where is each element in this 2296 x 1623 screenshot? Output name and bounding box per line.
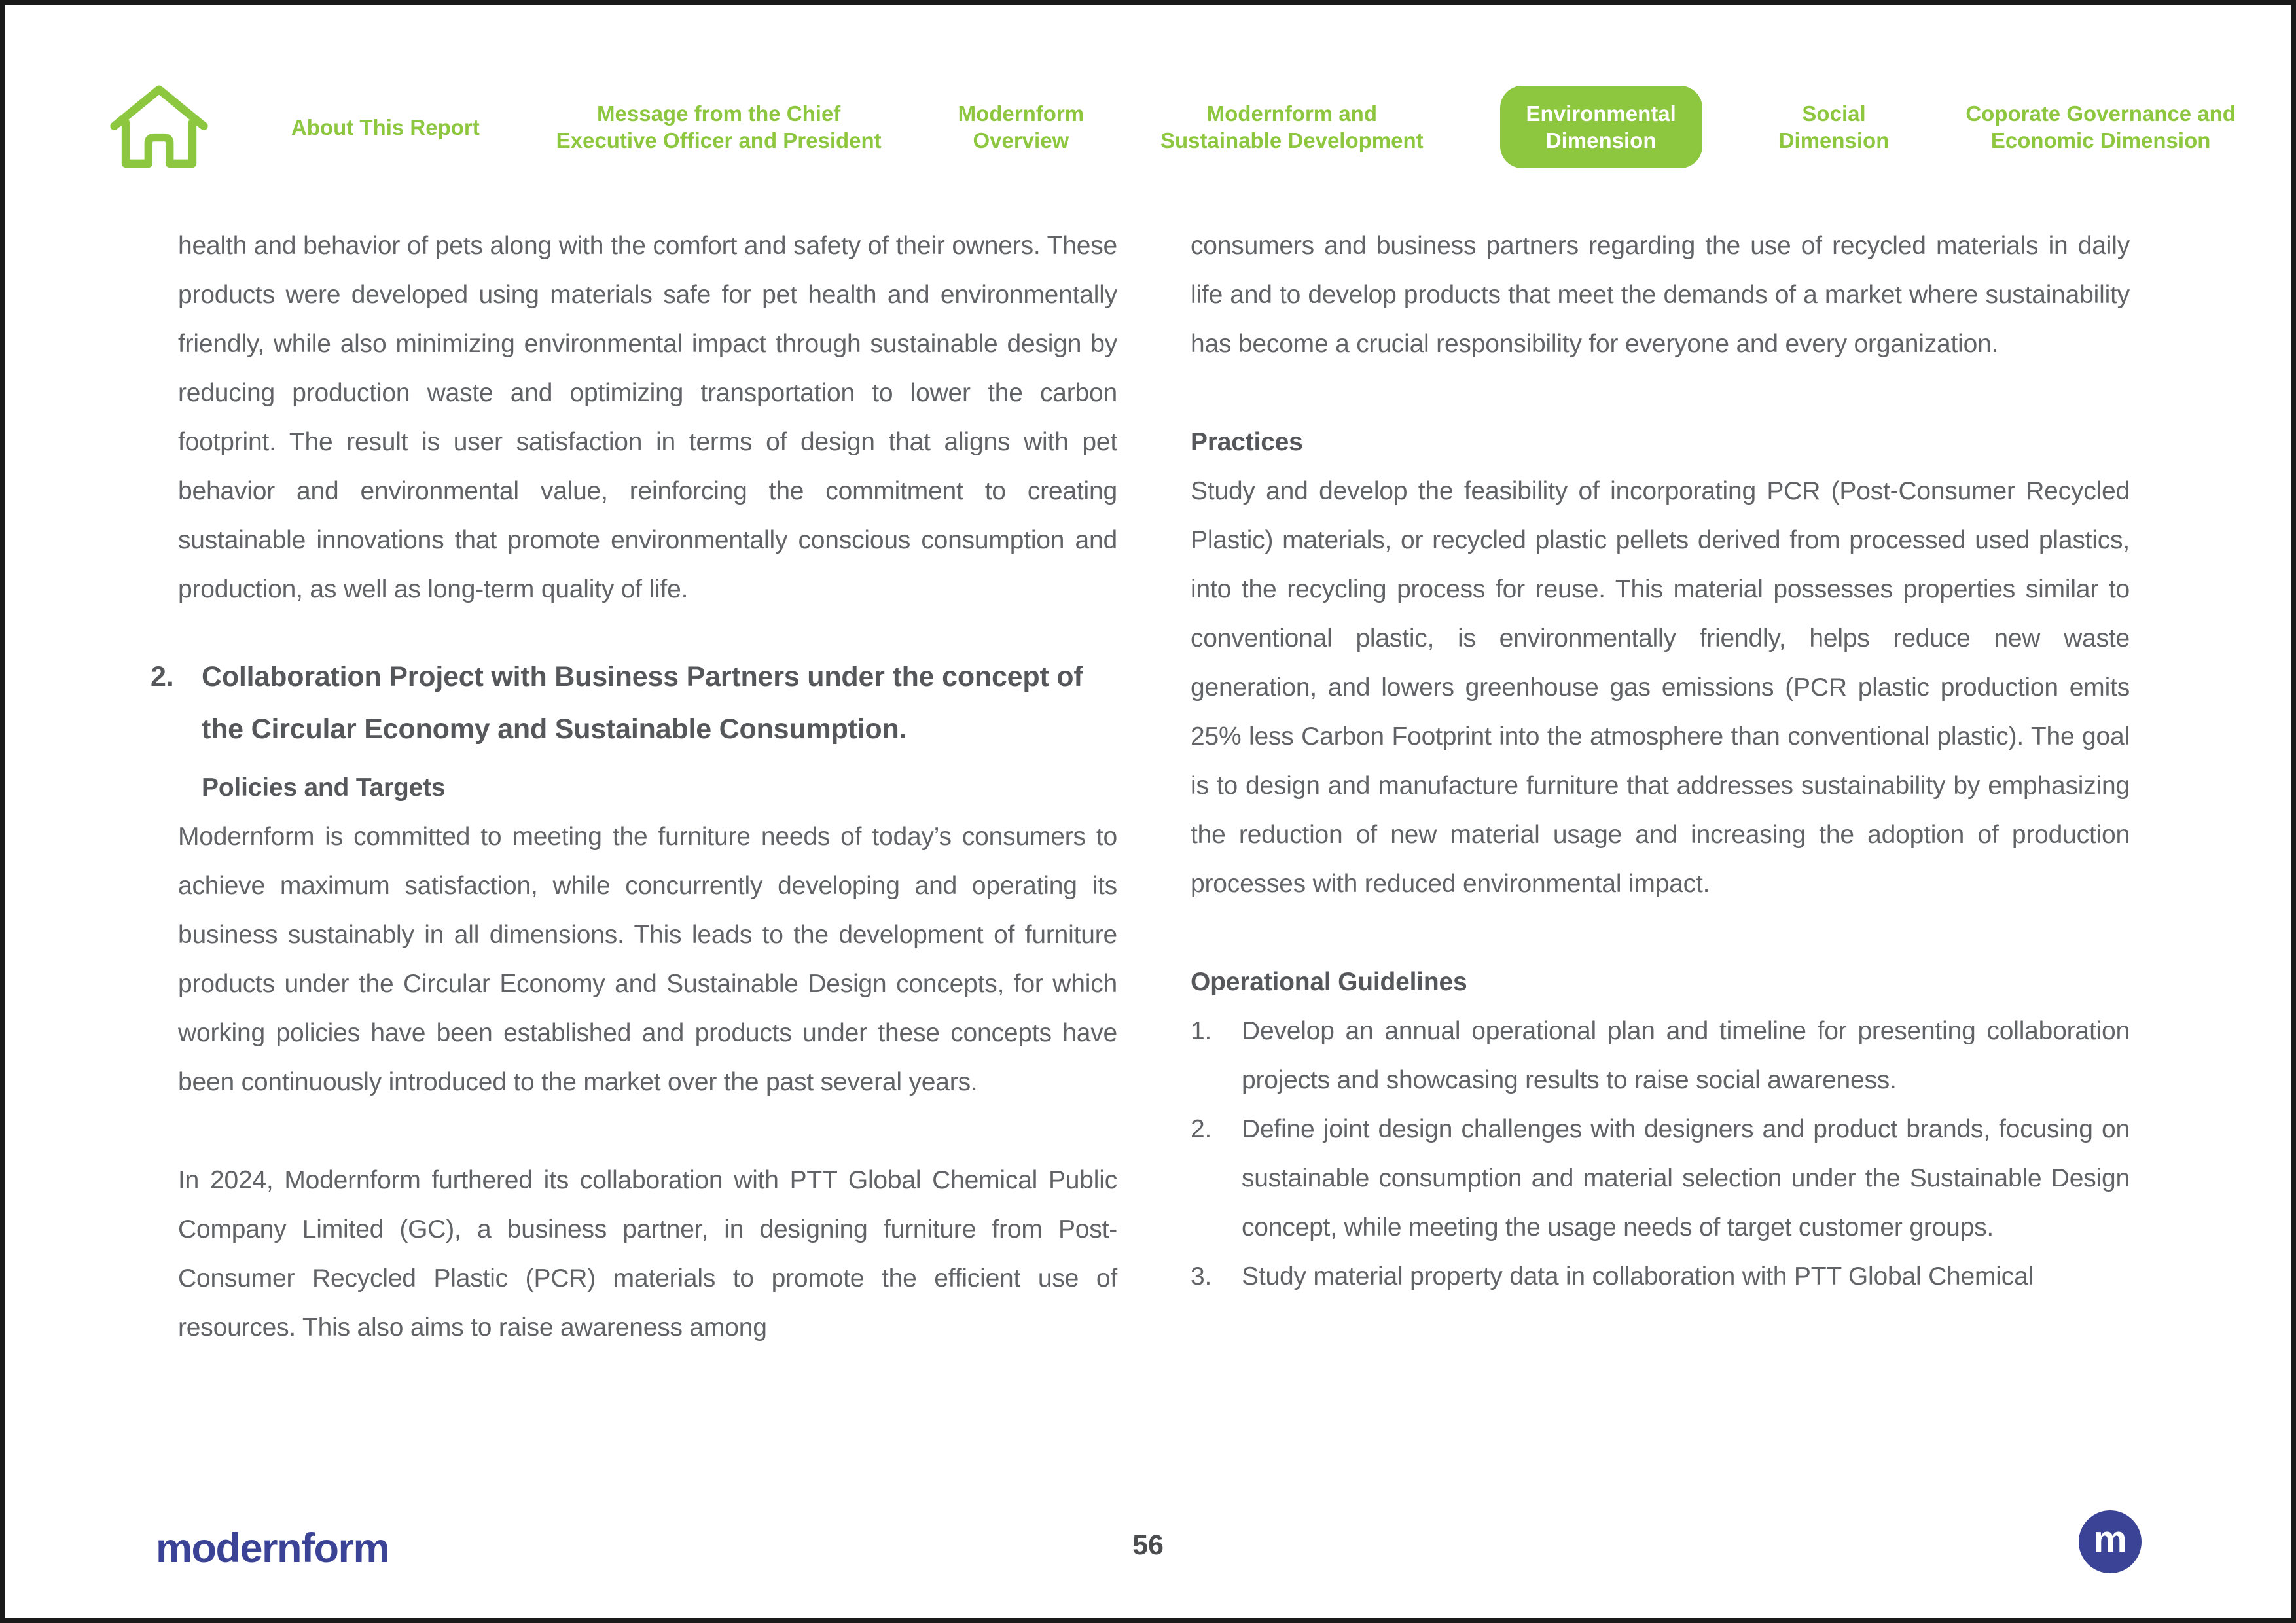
nav-item-label: Sustainable Development: [1160, 128, 1424, 152]
left-column: [151, 221, 1117, 1352]
paragraph: In 2024, Modernform furthered its collaboration with PTT Global Chemical Public Company Limited (GC), a business partner, in designing furniture from Post-Consumer Recycled Plastic (PCR) materials to promote the efficient use of resources. This also aims to raise awareness among: [178, 1166, 1117, 1342]
list-item-text: Define joint design challenges with designers and product brands, focusing on sustainable consumption and material selection under the Sustainable Design concept, while meeting the usage needs of target customer groups.: [1242, 1115, 2130, 1241]
nav-item-label: Overview: [973, 128, 1069, 152]
page-number: 56: [1132, 1529, 1164, 1561]
modernform-wordmark: modernform: [156, 1525, 389, 1571]
nav-item-label: Modernform and: [1206, 101, 1377, 126]
home-icon: [106, 80, 212, 174]
section-heading-number: 2.: [151, 661, 174, 692]
paragraph: Modernform is committed to meeting the furniture needs of today’s consumers to achieve maximum satisfaction, while concurrently developing and operating its business sustainably in all dimensions. This leads to the development of furniture products under the Circular Economy and Sustainable Design concepts, for which working policies have been established and products under these concepts have been continuously introduced to the market over the past several years.: [178, 823, 1117, 1096]
section-heading-text: Collaboration Project with Business Partners under the concept of the Circular Economy and Sustainable Consumption.: [202, 661, 1083, 745]
nav-item-label: Dimension: [1545, 128, 1657, 152]
list-item-text: Study material property data in collaboration with PTT Global Chemical: [1242, 1262, 2034, 1291]
modernform-logo-badge: [2079, 1510, 2142, 1573]
paragraph: consumers and business partners regarding the use of recycled materials in daily life and to develop products that meet the demands of a market where sustainability has become a crucial responsibility for everyone and every organization.: [1191, 232, 2130, 358]
list-item-text: Develop an annual operational plan and timeline for presenting collaboration projects and showcasing results to raise social awareness.: [1242, 1017, 2130, 1094]
nav-item-ceo-message[interactable]: [556, 100, 882, 154]
nav-item-label: Economic Dimension: [1990, 128, 2211, 152]
nav-item-corporate-governance[interactable]: [1965, 100, 2236, 154]
nav-item-label: About This Report: [291, 115, 480, 139]
paragraph: Study and develop the feasibility of incorporating PCR (Post-Consumer Recycled Plastic) materials, or recycled plastic pellets derived from processed used plastics, into the recycling process for reuse. This material possesses properties similar to conventional plastic, is environmentally friendly, helps reduce new waste generation, and lowers greenhouse gas emissions (PCR plastic production emits 25% less Carbon Footprint into the atmosphere than conventional plastic). The goal is to design and manufacture furniture that addresses sustainability by emphasizing the reduction of new material usage and increasing the adoption of production processes with reduced environmental impact.: [1191, 477, 2130, 898]
section-heading: [151, 651, 1117, 755]
list-item: [1191, 1105, 2130, 1252]
nav-item-label: Coporate Governance and: [1965, 101, 2236, 126]
nav-item-modernform-sustainable-development[interactable]: [1160, 100, 1424, 154]
nav-item-social-dimension[interactable]: [1779, 100, 1890, 154]
nav-item-modernform-overview[interactable]: [958, 100, 1085, 154]
right-column: [1191, 221, 2130, 1352]
list-item-number: 2.: [1191, 1115, 1212, 1143]
list-item-number: 1.: [1191, 1017, 1212, 1045]
modernform-monogram-icon: m: [2093, 1518, 2127, 1561]
nav-item-label: Social: [1802, 101, 1866, 126]
list-item: [1191, 1007, 2130, 1105]
nav-item-environmental-dimension[interactable]: [1500, 86, 1702, 168]
nav-item-label: Dimension: [1778, 128, 1890, 152]
list-item-number: 3.: [1191, 1262, 1212, 1291]
nav-item-label: Modernform: [958, 101, 1085, 126]
list-item: [1191, 1252, 2130, 1301]
guidelines-list: [1191, 1007, 2130, 1301]
nav-item-label: Executive Officer and President: [556, 128, 882, 152]
home-button[interactable]: [103, 80, 215, 174]
nav-item-label: Message from the Chief: [597, 101, 841, 126]
subheading-policies-targets: Policies and Targets: [202, 774, 446, 802]
subheading-practices: Practices: [1191, 428, 1303, 456]
nav-item-label: Environmental: [1526, 101, 1676, 126]
nav-item-about-this-report[interactable]: [291, 114, 480, 141]
page-content: [151, 221, 2130, 1352]
top-nav: [103, 68, 2236, 186]
paragraph: health and behavior of pets along with the comfort and safety of their owners. These products were developed using materials safe for pet health and environmentally friendly, while also minimizing environmental impact through sustainable design by reducing production waste and optimizing transportation to lower the carbon footprint. The result is user satisfaction in terms of design that aligns with pet behavior and environmental value, reinforcing the commitment to creating sustainable innovations that promote environmentally conscious consumption and production, as well as long-term quality of life.: [178, 232, 1117, 603]
subheading-operational-guidelines: Operational Guidelines: [1191, 968, 1467, 996]
